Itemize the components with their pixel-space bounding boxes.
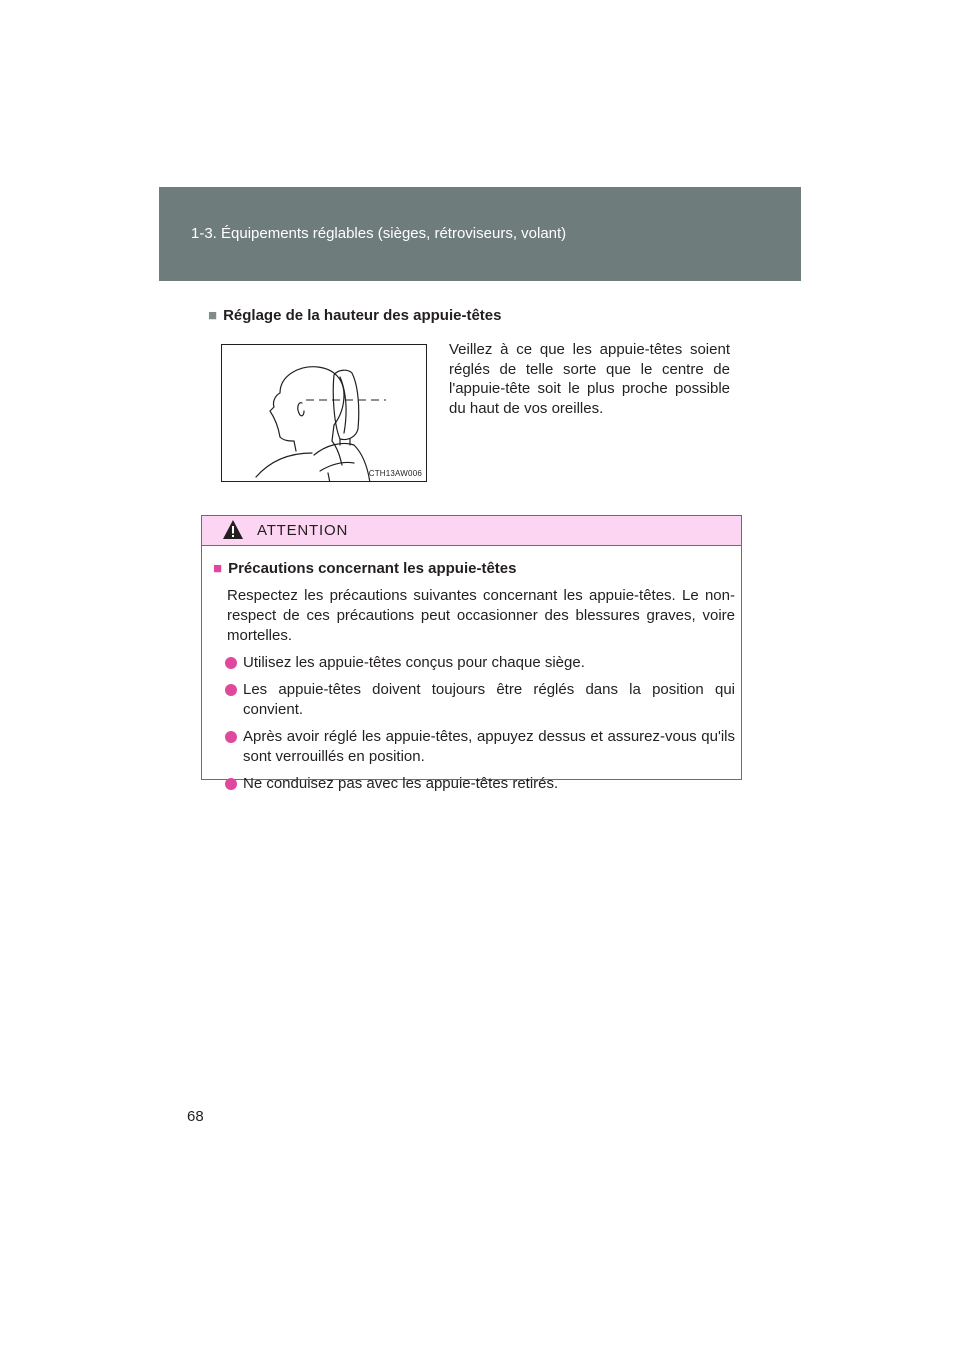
square-bullet-icon: ■ [213, 560, 223, 577]
list-item-text: Utilisez les appuie-têtes conçus pour chaque siège. [243, 654, 585, 671]
caution-intro: Respectez les précautions suivantes concernant les appuie-têtes. Le non-respect de ces précautions peut occasionner des blessures graves, voire mortelles. [227, 587, 735, 644]
attention-body [202, 546, 741, 794]
caution-title-text: Précautions concernant les appuie-têtes [228, 560, 517, 577]
bullet-dot-icon [225, 778, 237, 790]
headrest-instruction-text: Veillez à ce que les appuie-têtes soient réglés de telle sorte que le centre de l'appuie-tête soit le plus proche possible du haut de vos oreilles. [449, 341, 730, 417]
bullet-dot-icon [225, 657, 237, 669]
headrest-illustration [221, 344, 427, 482]
attention-label: ATTENTION [257, 522, 349, 539]
section-heading-text: Réglage de la hauteur des appuie-têtes [223, 307, 502, 324]
list-item [213, 774, 735, 794]
list-item [213, 727, 735, 767]
head-and-headrest-drawing [222, 345, 427, 482]
warning-triangle-icon [222, 519, 244, 540]
bullet-dot-icon [225, 684, 237, 696]
list-item [213, 653, 735, 673]
list-item-text: Ne conduisez pas avec les appuie-têtes retirés. [243, 775, 559, 792]
section-heading [208, 307, 501, 324]
caution-title [213, 559, 735, 579]
square-bullet-icon: ■ [208, 307, 218, 324]
chapter-header-band [159, 187, 801, 281]
attention-header [202, 516, 741, 546]
list-item-text: Les appuie-têtes doivent toujours être réglés dans la position qui convient. [243, 681, 735, 718]
bullet-dot-icon [225, 731, 237, 743]
page-number: 68 [187, 1108, 204, 1125]
list-item-text: Après avoir réglé les appuie-têtes, appuyez dessus et assurez-vous qu'ils sont verrouillés en position. [243, 728, 735, 765]
chapter-title: 1-3. Équipements réglables (sièges, rétroviseurs, volant) [191, 225, 567, 242]
list-item [213, 680, 735, 720]
attention-box [201, 515, 742, 792]
figure-code: CTH13AW006 [368, 469, 422, 478]
